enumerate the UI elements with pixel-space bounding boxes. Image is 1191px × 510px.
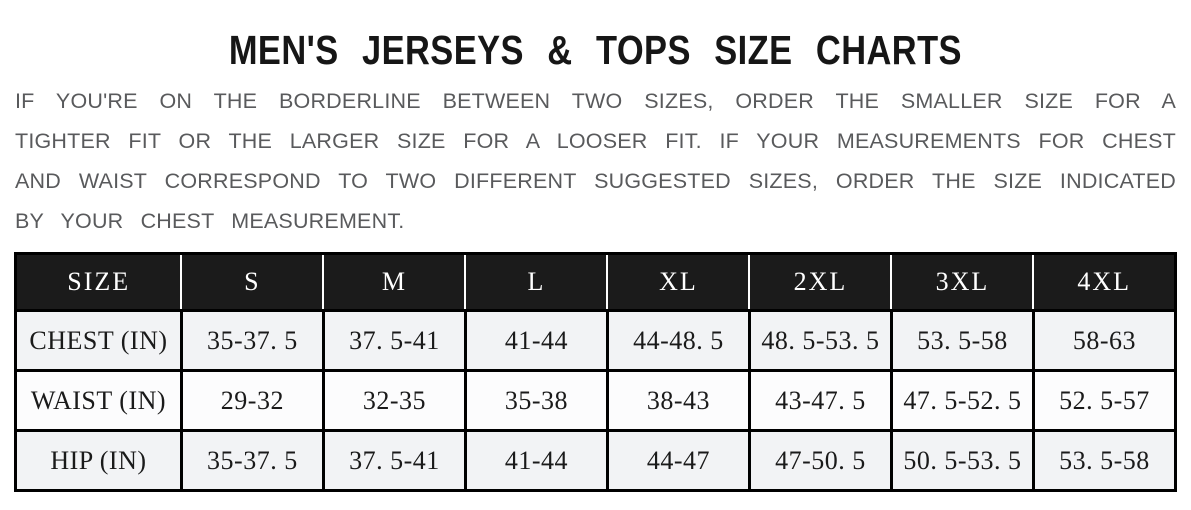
- table-header-row: [16, 254, 1176, 311]
- table-cell: 44-47: [607, 431, 749, 491]
- row-label-hip: HIP (IN): [16, 431, 182, 491]
- table-cell: 52. 5-57: [1033, 371, 1175, 431]
- header-cell-s: S: [181, 254, 323, 311]
- table-cell: 53. 5-58: [1033, 431, 1175, 491]
- header-cell-m: M: [323, 254, 465, 311]
- header-cell-3xl: 3XL: [891, 254, 1033, 311]
- row-label-chest: CHEST (IN): [16, 311, 182, 371]
- table-cell: 32-35: [323, 371, 465, 431]
- table-cell: 53. 5-58: [891, 311, 1033, 371]
- page-title-text: MEN'S JERSEYS & TOPS SIZE CHARTS: [228, 27, 963, 73]
- header-cell-size: SIZE: [16, 254, 182, 311]
- table-cell: 41-44: [465, 431, 607, 491]
- table-cell: 47-50. 5: [749, 431, 891, 491]
- table-cell: 37. 5-41: [323, 431, 465, 491]
- table-cell: 38-43: [607, 371, 749, 431]
- table-cell: 47. 5-52. 5: [891, 371, 1033, 431]
- description-line-2: TIGHTER FIT OR THE LARGER SIZE FOR A LOOSER FIT. IF YOUR MEASUREMENTS FOR CHEST: [15, 129, 1176, 153]
- table-cell: 35-37. 5: [181, 311, 323, 371]
- header-cell-l: L: [465, 254, 607, 311]
- table-cell: 50. 5-53. 5: [891, 431, 1033, 491]
- table-row-hip: [16, 431, 1176, 491]
- table-cell: 37. 5-41: [323, 311, 465, 371]
- size-chart-table: [14, 252, 1177, 492]
- description-line-1: IF YOU'RE ON THE BORDERLINE BETWEEN TWO SIZES, ORDER THE SMALLER SIZE FOR A: [15, 89, 1176, 113]
- table-cell: 58-63: [1033, 311, 1175, 371]
- description-line-3: AND WAIST CORRESPOND TO TWO DIFFERENT SUGGESTED SIZES, ORDER THE SIZE INDICATED: [15, 169, 1176, 193]
- table-cell: 35-37. 5: [181, 431, 323, 491]
- row-label-waist: WAIST (IN): [16, 371, 182, 431]
- table-cell: 29-32: [181, 371, 323, 431]
- table-cell: 35-38: [465, 371, 607, 431]
- header-cell-4xl: 4XL: [1033, 254, 1175, 311]
- description-line-4: BY YOUR CHEST MEASUREMENT.: [15, 209, 405, 233]
- header-cell-2xl: 2XL: [749, 254, 891, 311]
- table-cell: 48. 5-53. 5: [749, 311, 891, 371]
- description-paragraph: [15, 81, 1176, 241]
- table-row-waist: [16, 371, 1176, 431]
- table-cell: 44-48. 5: [607, 311, 749, 371]
- table-cell: 43-47. 5: [749, 371, 891, 431]
- table-row-chest: [16, 311, 1176, 371]
- header-cell-xl: XL: [607, 254, 749, 311]
- table-cell: 41-44: [465, 311, 607, 371]
- page-title: [0, 0, 1191, 74]
